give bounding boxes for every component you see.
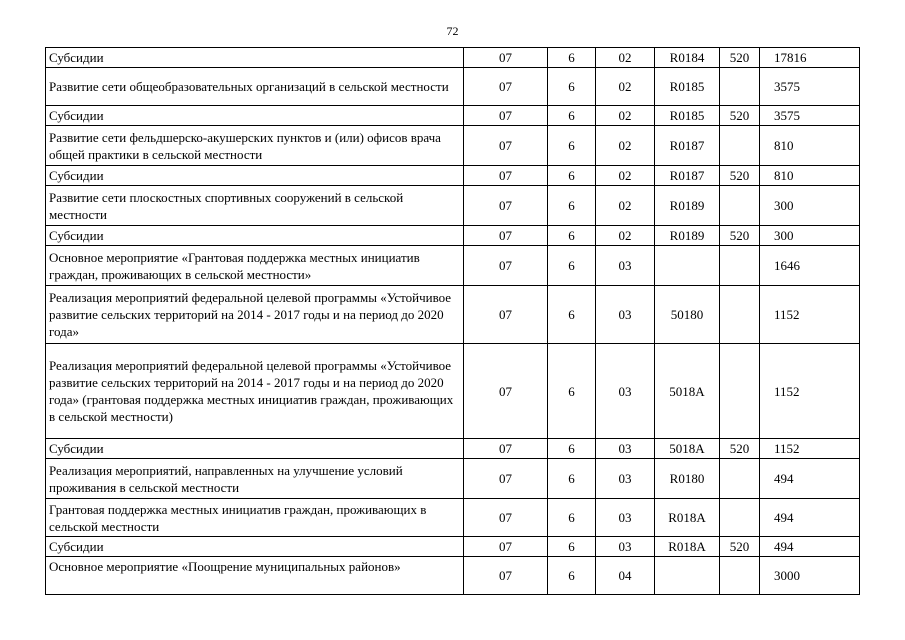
cell-sum: 1646 [760, 246, 860, 286]
cell-expense-type [720, 68, 760, 106]
cell-target-code: R018A [655, 499, 720, 537]
cell-sum: 3575 [760, 68, 860, 106]
cell-sum: 300 [760, 226, 860, 246]
cell-target-code [655, 557, 720, 595]
cell-measure: 02 [596, 226, 655, 246]
cell-name: Реализация мероприятий федеральной целевой программы «Устойчивое развитие сельских территорий на 2014 - 2017 годы и на период до 2020 года» (грантовая поддержка местных инициатив граждан, проживающих в сельской местности) [46, 344, 464, 439]
cell-sum: 810 [760, 166, 860, 186]
cell-expense-type [720, 459, 760, 499]
cell-target-code: 50180 [655, 286, 720, 344]
budget-table-body [46, 48, 860, 595]
cell-name: Развитие сети плоскостных спортивных сооружений в сельской местности [46, 186, 464, 226]
cell-sum: 1152 [760, 286, 860, 344]
cell-measure: 02 [596, 186, 655, 226]
cell-expense-type: 520 [720, 106, 760, 126]
cell-expense-type [720, 344, 760, 439]
cell-measure: 03 [596, 459, 655, 499]
cell-expense-type [720, 286, 760, 344]
cell-measure: 03 [596, 499, 655, 537]
cell-name: Субсидии [46, 48, 464, 68]
cell-sum: 494 [760, 537, 860, 557]
cell-expense-type [720, 557, 760, 595]
cell-target-code: R0189 [655, 226, 720, 246]
cell-expense-type: 520 [720, 439, 760, 459]
cell-name: Реализация мероприятий федеральной целевой программы «Устойчивое развитие сельских территорий на 2014 - 2017 годы и на период до 2020 года» [46, 286, 464, 344]
cell-name: Субсидии [46, 166, 464, 186]
cell-measure: 03 [596, 344, 655, 439]
cell-subprogram: 6 [548, 48, 596, 68]
table-row [46, 459, 860, 499]
cell-name: Субсидии [46, 439, 464, 459]
cell-subprogram: 6 [548, 439, 596, 459]
cell-name: Основное мероприятие «Поощрение муниципальных районов» [46, 557, 464, 595]
cell-target-code: R0184 [655, 48, 720, 68]
cell-sum: 494 [760, 459, 860, 499]
cell-subprogram: 6 [548, 166, 596, 186]
cell-target-code: R0189 [655, 186, 720, 226]
cell-razdel: 07 [464, 459, 548, 499]
cell-expense-type [720, 186, 760, 226]
cell-razdel: 07 [464, 126, 548, 166]
cell-measure: 04 [596, 557, 655, 595]
cell-measure: 03 [596, 537, 655, 557]
cell-target-code: R0187 [655, 166, 720, 186]
cell-target-code: R0187 [655, 126, 720, 166]
cell-target-code: R0185 [655, 106, 720, 126]
cell-subprogram: 6 [548, 499, 596, 537]
table-row [46, 537, 860, 557]
cell-target-code: R0180 [655, 459, 720, 499]
cell-razdel: 07 [464, 246, 548, 286]
cell-name: Развитие сети общеобразовательных организаций в сельской местности [46, 68, 464, 106]
table-row [46, 106, 860, 126]
cell-subprogram: 6 [548, 246, 596, 286]
cell-sum: 300 [760, 186, 860, 226]
cell-sum: 3000 [760, 557, 860, 595]
budget-table [45, 47, 860, 595]
table-row [46, 344, 860, 439]
cell-expense-type [720, 499, 760, 537]
cell-sum: 3575 [760, 106, 860, 126]
cell-name: Основное мероприятие «Грантовая поддержка местных инициатив граждан, проживающих в сельской местности» [46, 246, 464, 286]
cell-subprogram: 6 [548, 126, 596, 166]
cell-sum: 1152 [760, 344, 860, 439]
table-row [46, 126, 860, 166]
cell-sum: 494 [760, 499, 860, 537]
cell-name: Грантовая поддержка местных инициатив граждан, проживающих в сельской местности [46, 499, 464, 537]
table-row [46, 286, 860, 344]
cell-measure: 02 [596, 166, 655, 186]
cell-subprogram: 6 [548, 226, 596, 246]
cell-razdel: 07 [464, 166, 548, 186]
cell-measure: 03 [596, 286, 655, 344]
cell-razdel: 07 [464, 226, 548, 246]
cell-name: Субсидии [46, 106, 464, 126]
cell-razdel: 07 [464, 186, 548, 226]
table-row [46, 499, 860, 537]
cell-name: Субсидии [46, 537, 464, 557]
cell-razdel: 07 [464, 537, 548, 557]
cell-expense-type: 520 [720, 537, 760, 557]
table-row [46, 68, 860, 106]
cell-razdel: 07 [464, 68, 548, 106]
cell-measure: 02 [596, 48, 655, 68]
cell-name: Реализация мероприятий, направленных на улучшение условий проживания в сельской местности [46, 459, 464, 499]
cell-expense-type: 520 [720, 166, 760, 186]
table-row [46, 557, 860, 595]
cell-razdel: 07 [464, 499, 548, 537]
cell-razdel: 07 [464, 286, 548, 344]
cell-subprogram: 6 [548, 286, 596, 344]
page-number: 72 [446, 24, 459, 38]
cell-sum: 1152 [760, 439, 860, 459]
table-row [46, 226, 860, 246]
cell-razdel: 07 [464, 344, 548, 439]
cell-target-code: 5018A [655, 344, 720, 439]
cell-target-code: R018A [655, 537, 720, 557]
cell-subprogram: 6 [548, 68, 596, 106]
cell-target-code: 5018A [655, 439, 720, 459]
cell-sum: 17816 [760, 48, 860, 68]
cell-measure: 02 [596, 106, 655, 126]
cell-razdel: 07 [464, 439, 548, 459]
table-row [46, 246, 860, 286]
cell-expense-type [720, 246, 760, 286]
table-row [46, 166, 860, 186]
cell-razdel: 07 [464, 48, 548, 68]
table-row [46, 439, 860, 459]
cell-expense-type: 520 [720, 48, 760, 68]
cell-measure: 02 [596, 126, 655, 166]
cell-measure: 03 [596, 246, 655, 286]
cell-subprogram: 6 [548, 557, 596, 595]
table-row [46, 186, 860, 226]
cell-subprogram: 6 [548, 459, 596, 499]
cell-subprogram: 6 [548, 537, 596, 557]
cell-subprogram: 6 [548, 106, 596, 126]
cell-target-code [655, 246, 720, 286]
cell-measure: 02 [596, 68, 655, 106]
table-row [46, 48, 860, 68]
cell-sum: 810 [760, 126, 860, 166]
cell-razdel: 07 [464, 557, 548, 595]
cell-target-code: R0185 [655, 68, 720, 106]
cell-razdel: 07 [464, 106, 548, 126]
cell-measure: 03 [596, 439, 655, 459]
cell-expense-type [720, 126, 760, 166]
cell-name: Развитие сети фельдшерско-акушерских пунктов и (или) офисов врача общей практики в сельской местности [46, 126, 464, 166]
cell-subprogram: 6 [548, 344, 596, 439]
cell-subprogram: 6 [548, 186, 596, 226]
cell-expense-type: 520 [720, 226, 760, 246]
cell-name: Субсидии [46, 226, 464, 246]
